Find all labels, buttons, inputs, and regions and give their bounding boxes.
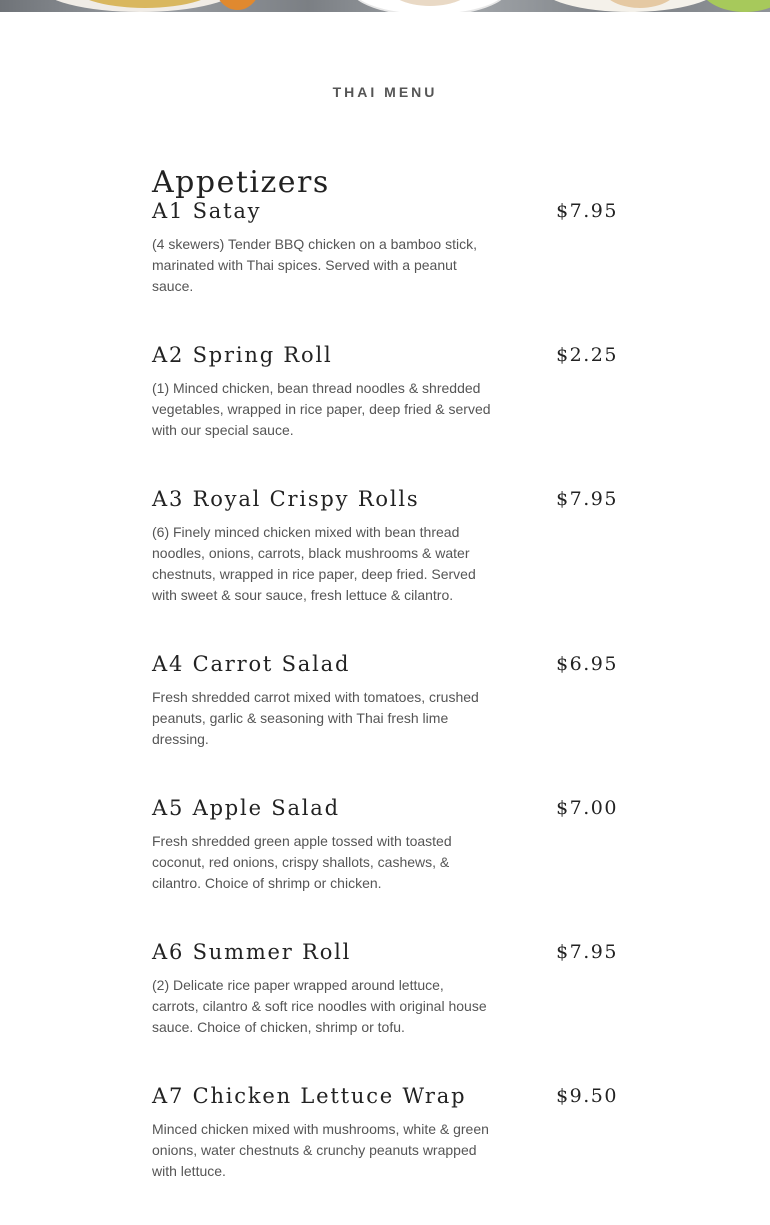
item-description: Fresh shredded green apple tossed with toasted coconut, red onions, crispy shallots, cashews, & cilantro. Choice of shrimp or chicken. (152, 833, 452, 891)
item-description: (2) Delicate rice paper wrapped around lettuce, carrots, cilantro & soft rice noodles with original house sauce. Choice of chicken, shrimp or tofu. (152, 977, 487, 1035)
item-price: $6.95 (556, 653, 618, 675)
item-name: A3 Royal Crispy Rolls (152, 487, 420, 511)
menu-items-list (152, 196, 618, 1225)
item-description: Fresh shredded carrot mixed with tomatoes, crushed peanuts, garlic & seasoning with Thai fresh lime dressing. (152, 689, 479, 747)
item-name: A5 Apple Salad (152, 796, 340, 820)
menu-item (152, 196, 618, 340)
item-price: $2.25 (556, 344, 618, 366)
item-description: (1) Minced chicken, bean thread noodles & shredded vegetables, wrapped in rice paper, deep fried & served with our special sauce. (152, 380, 491, 438)
menu-item (152, 793, 618, 937)
section-title: Appetizers (152, 164, 330, 200)
item-name: A4 Carrot Salad (152, 652, 351, 676)
menu-label: THAI MENU (332, 84, 438, 100)
menu-item (152, 937, 618, 1081)
item-price: $7.95 (556, 941, 618, 963)
hero-food-image (0, 0, 770, 12)
item-name: A2 Spring Roll (152, 343, 333, 367)
item-description: (6) Finely minced chicken mixed with bean thread noodles, onions, carrots, black mushrooms & water chestnuts, wrapped in rice paper, deep fried. Served with sweet & sour sauce, fresh lettuce & cilantro. (152, 524, 476, 603)
item-price: $9.50 (556, 1085, 618, 1107)
item-name: A1 Satay (152, 199, 262, 223)
menu-item (152, 1081, 618, 1225)
item-price: $7.95 (556, 200, 618, 222)
item-description: Minced chicken mixed with mushrooms, white & green onions, water chestnuts & crunchy peanuts wrapped with lettuce. (152, 1121, 489, 1179)
item-name: A7 Chicken Lettuce Wrap (152, 1084, 467, 1108)
item-description: (4 skewers) Tender BBQ chicken on a bamboo stick, marinated with Thai spices. Served with a peanut sauce. (152, 236, 478, 294)
menu-item (152, 484, 618, 649)
item-price: $7.95 (556, 488, 618, 510)
item-price: $7.00 (556, 797, 618, 819)
menu-item (152, 649, 618, 793)
menu-item (152, 340, 618, 484)
item-name: A6 Summer Roll (152, 940, 352, 964)
